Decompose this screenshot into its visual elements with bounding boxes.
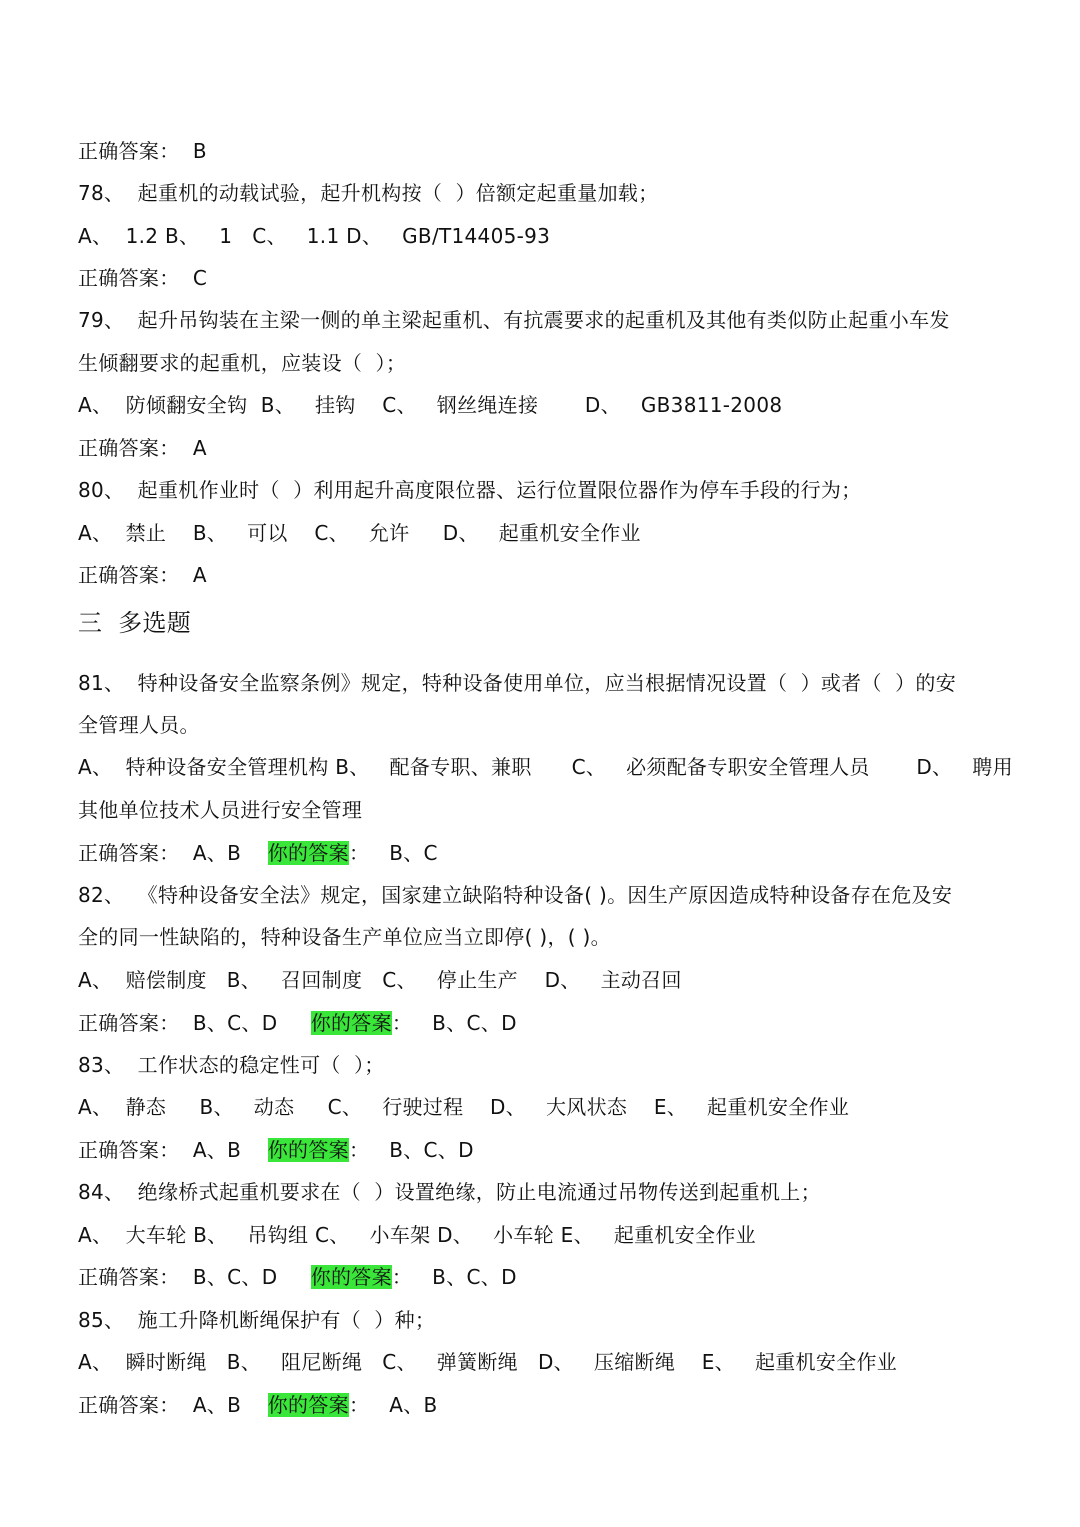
answer-line-83 — [78, 1135, 1010, 1165]
correct-answer-85: 正确答案： A、B — [78, 1393, 268, 1417]
your-answer-label-82: 你的答案 — [310, 1011, 392, 1035]
answer-line-77: 正确答案： B — [78, 139, 207, 163]
question-78: 78、 起重机的动载试验，起升机构按（ ）倍额定起重量加载； — [78, 181, 659, 205]
correct-answer-83: 正确答案： A、B — [78, 1138, 268, 1162]
question-83: 83、 工作状态的稳定性可（ ）； — [78, 1053, 385, 1077]
your-answer-label-84: 你的答案 — [310, 1265, 392, 1289]
question-82-line2: 全的同一性缺陷的，特种设备生产单位应当立即停( )，( )。 — [78, 925, 611, 949]
options-80: A、 禁止 B、 可以 C、 允许 D、 起重机安全作业 — [78, 521, 641, 545]
options-79: A、 防倾翻安全钩 B、 挂钩 C、 钢丝绳连接 D、 GB3811-2008 — [78, 393, 783, 417]
correct-answer-81: 正确答案： A、B — [78, 841, 268, 865]
your-answer-81: ： B、C — [348, 841, 438, 865]
question-84: 84、 绝缘桥式起重机要求在（ ）设置绝缘，防止电流通过吊物传送到起重机上； — [78, 1180, 821, 1204]
section-heading: 三 多选题 — [78, 609, 192, 637]
your-answer-label-83: 你的答案 — [267, 1138, 349, 1162]
your-answer-85: ： A、B — [348, 1393, 438, 1417]
your-answer-83: ： B、C、D — [348, 1138, 474, 1162]
your-answer-84: ： B、C、D — [391, 1265, 517, 1289]
question-79-line2: 生倾翻要求的起重机，应装设（ ）； — [78, 351, 407, 375]
options-81-line2: 其他单位技术人员进行安全管理 — [78, 798, 363, 822]
options-82: A、 赔偿制度 B、 召回制度 C、 停止生产 D、 主动召回 — [78, 968, 682, 992]
question-79-line1: 79、 起升吊钩装在主梁一侧的单主梁起重机、有抗震要求的起重机及其他有类似防止起重小车发 — [78, 308, 950, 332]
answer-line-84 — [78, 1262, 1010, 1292]
answer-line-81 — [78, 838, 1010, 868]
question-85: 85、 施工升降机断绳保护有（ ）种； — [78, 1308, 436, 1332]
your-answer-82: ： B、C、D — [391, 1011, 517, 1035]
options-78: A、 1.2 B、 1 C、 1.1 D、 GB/T14405-93 — [78, 224, 551, 248]
options-84: A、 大车轮 B、 吊钩组 C、 小车架 D、 小车轮 E、 起重机安全作业 — [78, 1223, 756, 1247]
question-81-line2: 全管理人员。 — [78, 713, 200, 737]
answer-line-78: 正确答案： C — [78, 266, 208, 290]
question-81-line1: 81、 特种设备安全监察条例》规定，特种设备使用单位，应当根据情况设置（ ）或者（ ）的安 — [78, 671, 956, 695]
your-answer-label-81: 你的答案 — [267, 841, 349, 865]
options-85: A、 瞬时断绳 B、 阻尼断绳 C、 弹簧断绳 D、 压缩断绳 E、 起重机安全作业 — [78, 1350, 898, 1374]
answer-line-79: 正确答案： A — [78, 436, 207, 460]
options-83: A、 静态 B、 动态 C、 行驶过程 D、 大风状态 E、 起重机安全作业 — [78, 1095, 850, 1119]
question-82-line1: 82、 《特种设备安全法》规定，国家建立缺陷特种设备( )。因生产原因造成特种设备存在危及安 — [78, 883, 953, 907]
answer-line-82 — [78, 1008, 1010, 1038]
options-81-line1: A、 特种设备安全管理机构 B、 配备专职、兼职 C、 必须配备专职安全管理人员 D、 聘用 — [78, 755, 1013, 779]
answer-line-85 — [78, 1390, 1010, 1420]
correct-answer-82: 正确答案： B、C、D — [78, 1011, 311, 1035]
correct-answer-84: 正确答案： B、C、D — [78, 1265, 311, 1289]
your-answer-label-85: 你的答案 — [267, 1393, 349, 1417]
answer-line-80: 正确答案： A — [78, 563, 207, 587]
question-80: 80、 起重机作业时（ ）利用起升高度限位器、运行位置限位器作为停车手段的行为； — [78, 478, 862, 502]
